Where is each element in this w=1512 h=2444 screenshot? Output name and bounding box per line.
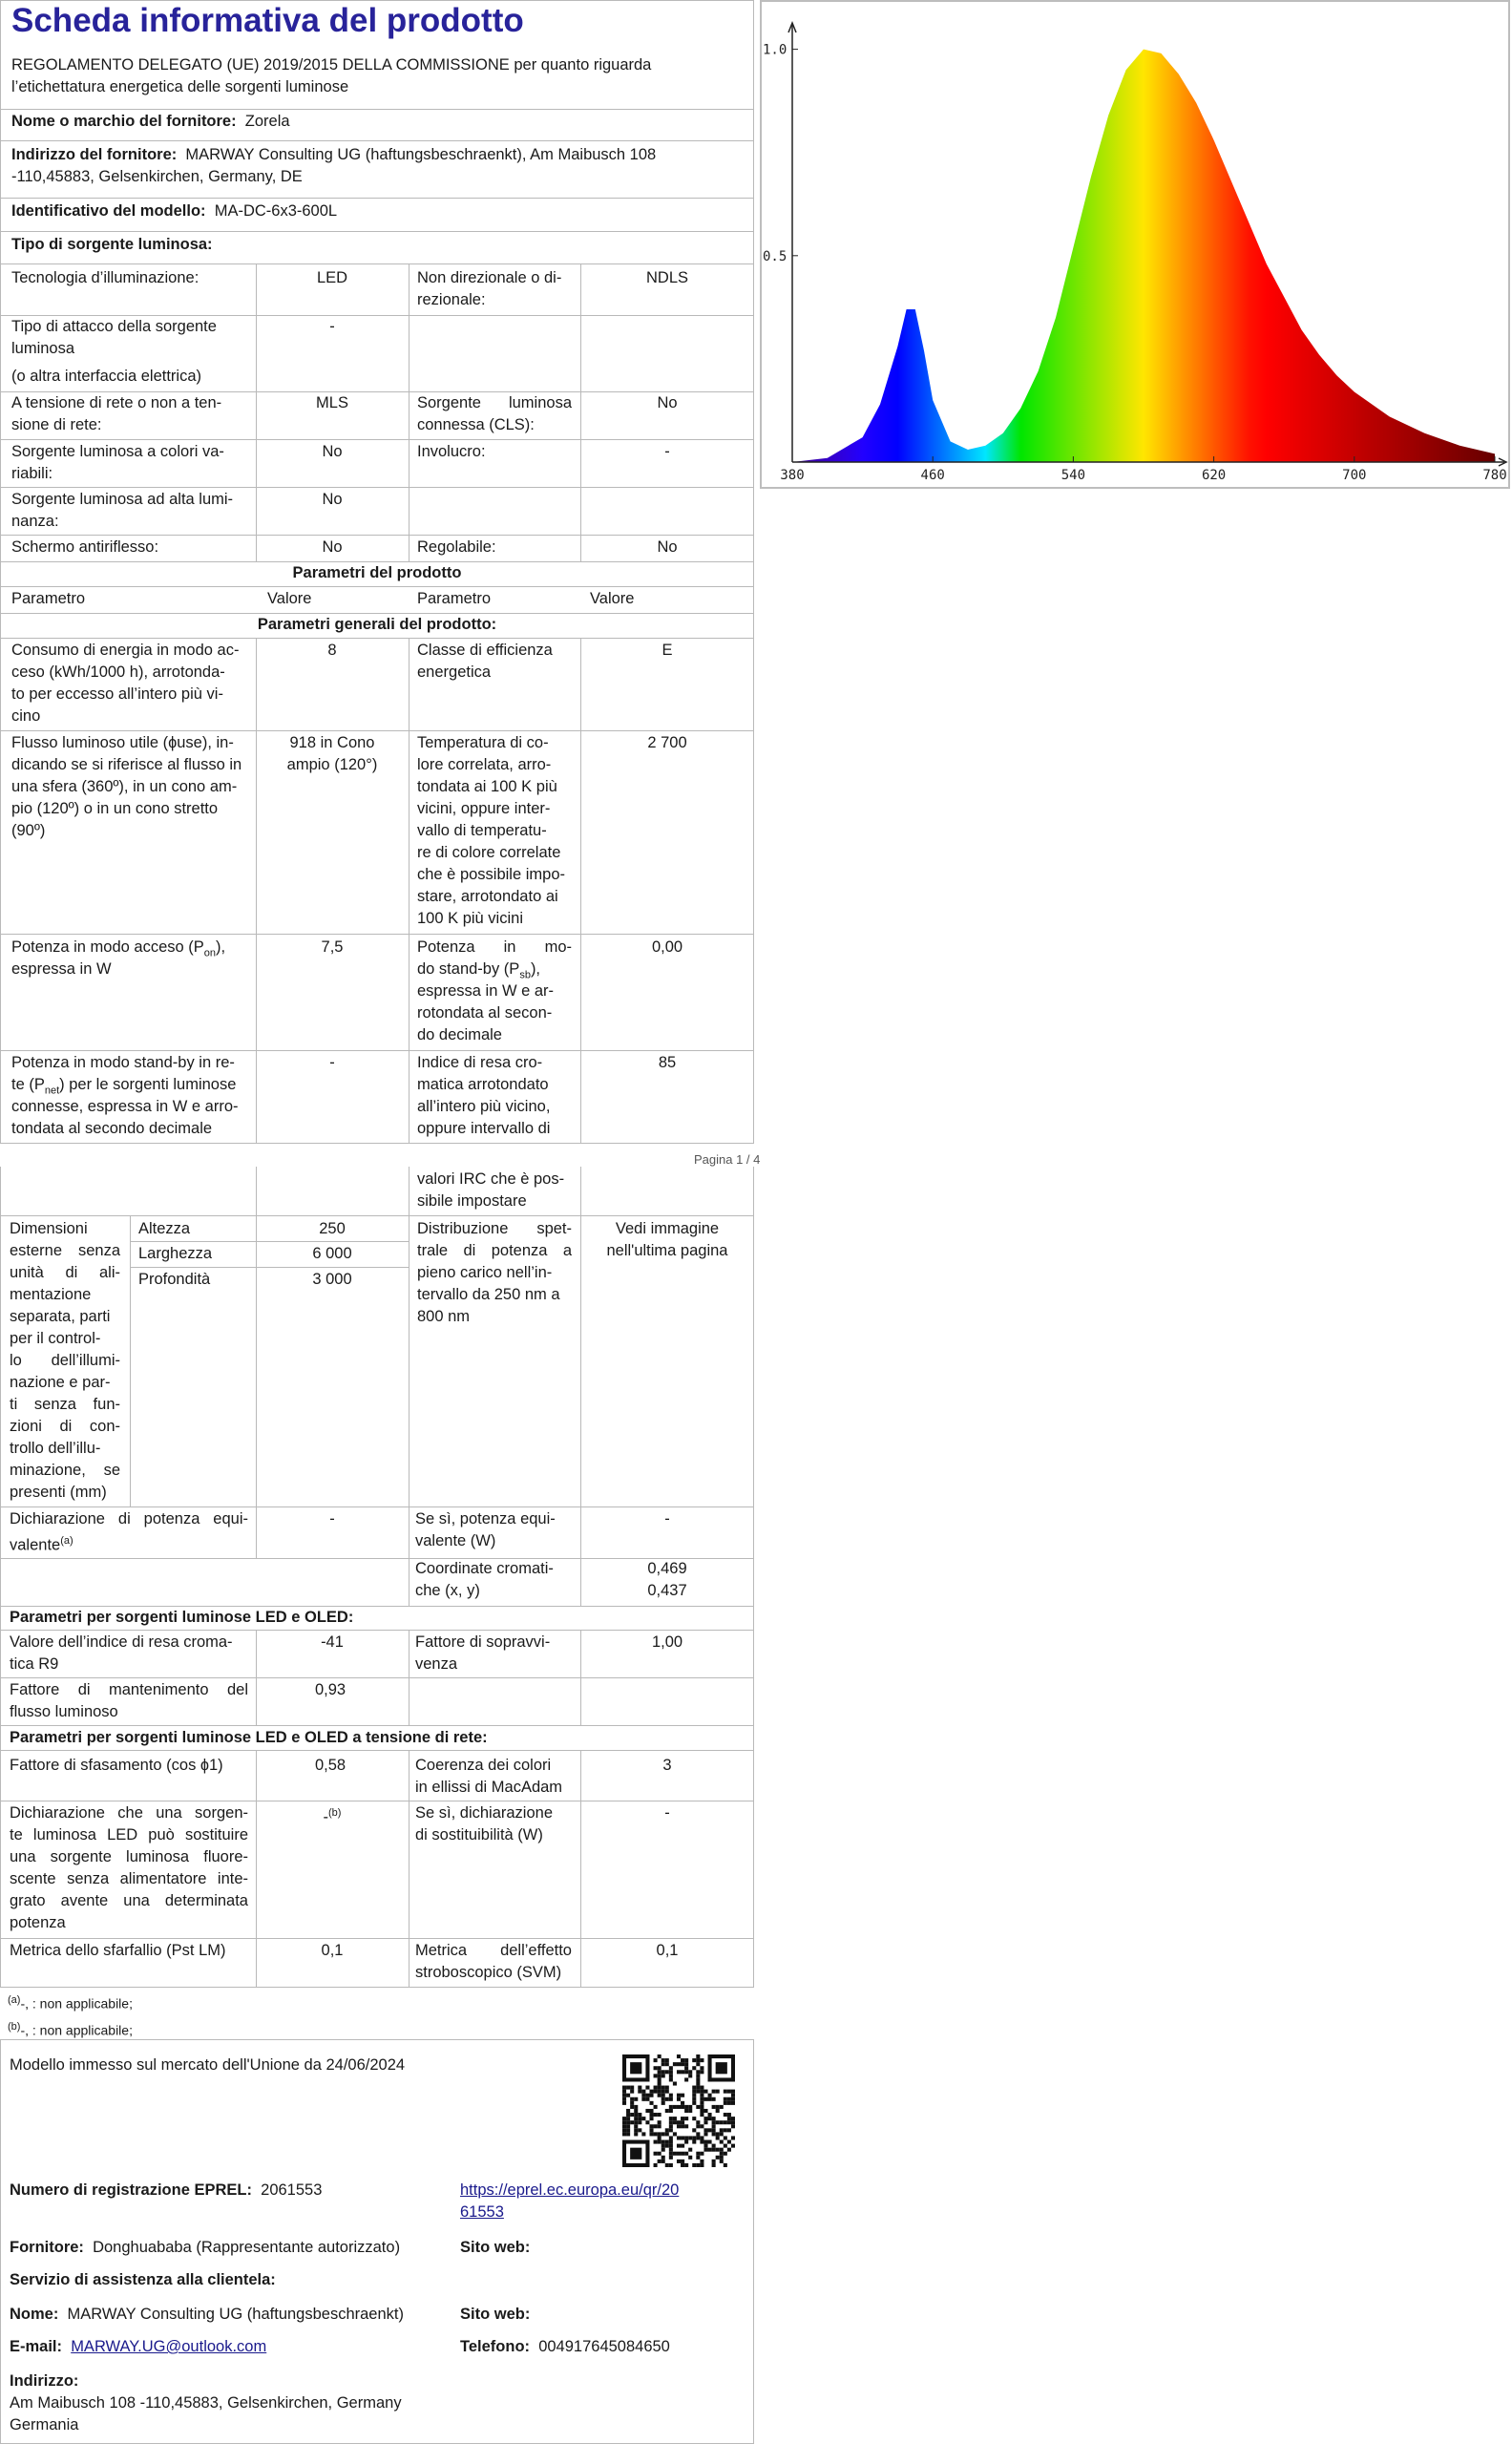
- mains-label-1: A tensione di rete o non a ten-: [11, 394, 222, 411]
- directional-value: NDLS: [645, 269, 688, 286]
- flicker-value: 0,1: [321, 1942, 344, 1959]
- supplier-address-value-1: MARWAY Consulting UG (haftungsbeschraenkt), Am Maibusch 108: [185, 146, 657, 163]
- website-label: Sito web:: [460, 2239, 531, 2256]
- maintenance-value: 0,93: [315, 1681, 346, 1698]
- dimmable-label: Regolabile:: [417, 538, 496, 556]
- website-label-2: Sito web:: [460, 2306, 531, 2323]
- model-row: [11, 200, 337, 222]
- macadam-value: 3: [662, 1757, 672, 1774]
- supplier-rep-label: Fornitore:: [10, 2239, 84, 2256]
- cap-label-3: (o altra interfaccia elettrica): [11, 368, 201, 385]
- phone-row: [460, 2336, 670, 2358]
- directional-label-2: rezionale:: [417, 291, 486, 308]
- cct-value: 2 700: [647, 734, 687, 751]
- survival-value: 1,00: [651, 1633, 683, 1651]
- col-header-value-2: Valore: [590, 590, 635, 607]
- colour-tunable-label-1: Sorgente luminosa a colori va-: [11, 443, 224, 460]
- spectrum-chart-svg: [760, 0, 1510, 489]
- model-label: Identificativo del modello:: [11, 202, 206, 220]
- mains-label-2: sione di rete:: [11, 416, 102, 433]
- supplier-name-value: Zorela: [244, 113, 290, 130]
- dimmable-value: No: [657, 538, 678, 556]
- source-type-label: Tipo di sorgente luminosa:: [11, 236, 213, 253]
- equivalent-watt-value: -: [664, 1510, 670, 1528]
- r9-value: -41: [321, 1633, 344, 1651]
- phone-label: Telefono:: [460, 2338, 531, 2355]
- y-tick-label-1: 1.0: [763, 42, 788, 58]
- mains-led-section-title: Parametri per sorgenti luminose LED e OLED a tensione di rete:: [10, 1729, 488, 1746]
- standby-power-value: 0,00: [651, 938, 683, 956]
- cls-label-1: Sorgente luminosa: [417, 394, 572, 411]
- product-sheet: Scheda informativa del prodotto REGOLAMENTO DELEGATO (UE) 2019/2015 DELLA COMMISSIONE per quanto riguarda l’etichettatura energetica delle sorgenti luminose Nome o marchio del fornitore: Zorela Indirizzo del fornitore: MARWAY Consulting UG (haftungsbeschraenkt), Am Maibusch 108 -110,45883, Gelsenkirchen, Germany, DE Identificativo del modello: MA-DC-6x3-600L Tipo di sorgente luminosa: Tecnologia d’illuminazione: LED Non direzionale o di- rezionale: NDLS Tipo di attacco della sorgente luminosa (o altra interfaccia elettrica) - A tensione di rete o non a ten- sione di rete: MLS Sorgente luminosa connessa (CLS): No Sorgente luminosa a colori va- riabili: No Involucro: - Sorgente luminosa ad alta lumi- nanza: No Schermo antiriflesso: No Regolabile: No Parametri del prodotto Parametro Valore Parametro Valore Parametri generali del prodotto: Consumo di energia in modo ac- ceso (kWh/1000 h), arrotonda- to per eccesso all’intero più vi- cino 8 Classe di efficienza energetica E Flusso luminoso utile (ɸuse), in- dicando se si riferisce al flusso in una sfera (360º), in un cono am- pio (120º) o in un cono stretto (90º) 918 in Cono ampio (120°) Temperatura di co- lore correlata, arro- tondata ai 100 K più vicini, oppure inter- vallo di temperatu- re di colore correlate che è possibile impo- stare, arrotondato ai 100 K più vicini 2 700 Potenza in modo acceso $(P_{on})$, espressa in W 7,5 Potenza in mo- do stand-by $(P_{sb})$, espressa in W e ar- rotondata al secon- do decimale 0,00 Potenza in modo stand-by in re- te $(P_{net})$ per le sorgenti luminose connesse, espressa in W e arro- tondata al secondo decimale - Indice di resa cro- matica arrotondato all’intero più vicino, oppure intervallo di 85 Pagina 1 / 4 valori IRC che è pos- sibile impostare Dimensioni esterne senza unità di ali- mentazione separata, parti per il control- lo dell’illumi- nazione e par- ti senza fun- zioni di con- trollo dell’illu- minazione, se presenti (mm) Altezza 250 Larghezza 6 000 Profondità 3 000 Distribuzione spet- trale di potenza a pieno carico nell’in- tervallo da 250 nm a 800 nm Vedi immagine nell'ultima pagina Dichiarazione di potenza equi- valente$^{(a)}$ - Se sì, potenza equi- valente (W) - Coordinate cromati- che (x, y) 0,469 0,437 Parametri per sorgenti luminose LED e OLED: Valore dell’indice di resa croma- tica R9 -41 Fattore di sopravvi- venza 1,00 Fattore di mantenimento del flusso luminoso 0,93 Parametri per sorgenti luminose LED e OLED a tensione di rete: Fattore di sfasamento (cos ɸ1) 0,58 Coerenza dei colori in ellissi di MacAdam 3 Dichiarazione che una sorgen- te luminosa LED può sostituire una sorgente luminosa fluore- scente senza alimentatore inte- grato avente una determinata potenza -$^{(b)}$ Se sì, dichiarazione di sostituibilità (W) - Metrica dello sfarfallio (Pst LM) 0,1 Metrica dell’effetto stroboscopico (SVM) 0,1 $^{(a)}$-, : non applicabile; $^{(b)}$-, : non applicabile; Modello immesso sul mercato dell'Unione da 24/06/2024 Numero di registrazione EPREL: 2061553 https://eprel.ec.europa.eu/qr/20 61553 Fornitore: Donghuababa (Rappresentante autorizzato) Sito web: Servizio di assistenza alla clientela: Nome: MARWAY Consulting UG (haftungsbeschraenkt) Sito web: E-mail: MARWAY.UG@outlook.com Telefono: 004917645084650 Indirizzo: Am Maibusch 108 -110,45883, Gelsenkirchen, Germany Germania 380 460 540 620 700 780 0.5 1.0: [0, 0, 1512, 2444]
- width-label: Larghezza: [138, 1245, 213, 1262]
- flicker-label: Metrica dello sfarfallio (Pst LM): [10, 1942, 226, 1959]
- directional-label-1: Non direzionale o di-: [417, 269, 562, 286]
- power-on-label-2: espressa in W: [11, 960, 112, 978]
- colour-tunable-value: No: [322, 443, 343, 460]
- email-link[interactable]: MARWAY.UG@outlook.com: [71, 2338, 267, 2355]
- height-label: Altezza: [138, 1220, 191, 1237]
- cap-label-2: luminosa: [11, 340, 75, 357]
- eprel-value: 2061553: [261, 2181, 323, 2199]
- height-value: 250: [319, 1220, 346, 1237]
- footnote-b: $^{(b)}$-, : non applicabile;: [8, 2021, 133, 2038]
- service-name-value: MARWAY Consulting UG (haftungsbeschraenkt): [67, 2306, 404, 2323]
- regulation-line-1: REGOLAMENTO DELEGATO (UE) 2019/2015 DELLA COMMISSIONE per quanto riguarda: [11, 56, 652, 74]
- cls-label-2: connessa (CLS):: [417, 416, 535, 433]
- col-header-param-2: Parametro: [417, 590, 492, 607]
- eprel-label: Numero di registrazione EPREL:: [10, 2181, 252, 2199]
- energy-class-value: E: [662, 642, 673, 659]
- eprel-link[interactable]: https://eprel.ec.europa.eu/qr/20: [460, 2181, 680, 2199]
- high-luminance-value: No: [322, 491, 343, 508]
- led-section-title: Parametri per sorgenti luminose LED e OLED:: [10, 1609, 354, 1626]
- stroboscopic-value: 0,1: [656, 1942, 679, 1959]
- envelope-value: -: [664, 443, 670, 460]
- high-luminance-label-1: Sorgente luminosa ad alta lumi-: [11, 491, 234, 508]
- supplier-name-label: Nome o marchio del fornitore:: [11, 113, 237, 130]
- power-on-value: 7,5: [321, 938, 344, 956]
- technology-value: LED: [316, 269, 348, 286]
- supplier-address-value-2: -110,45883, Gelsenkirchen, Germany, DE: [11, 168, 303, 185]
- col-header-param: Parametro: [11, 590, 86, 607]
- colour-tunable-label-2: riabili:: [11, 465, 53, 482]
- general-params-title: Parametri generali del prodotto:: [257, 616, 497, 633]
- page-number: Pagina 1 / 4: [694, 1152, 761, 1167]
- customer-service-label: Servizio di assistenza alla clientela:: [10, 2271, 276, 2288]
- x-tick-label-620: 620: [1201, 468, 1227, 483]
- mains-value: MLS: [316, 394, 348, 411]
- supplier-address-label: Indirizzo del fornitore:: [11, 146, 178, 163]
- address-value-2: Germania: [10, 2416, 79, 2433]
- networked-standby-value: -: [329, 1054, 335, 1071]
- displacement-factor-label: Fattore di sfasamento (cos ɸ1): [10, 1757, 223, 1774]
- supplier-address-row: [11, 144, 656, 166]
- eprel-row: [10, 2180, 322, 2202]
- eprel-link-1[interactable]: [460, 2180, 679, 2202]
- service-name-row: [10, 2304, 404, 2326]
- depth-label: Profondità: [138, 1271, 211, 1288]
- power-on-label-1: Potenza in modo acceso $(P_{on})$,: [11, 938, 226, 959]
- cls-value: No: [657, 394, 678, 411]
- params-section-title: Parametri del prodotto: [292, 564, 462, 581]
- supplier-rep-value: Donghuababa (Rappresentante autorizzato): [93, 2239, 401, 2256]
- email-row: [10, 2336, 266, 2358]
- technology-label: Tecnologia d’illuminazione:: [11, 269, 200, 286]
- col-header-value: Valore: [267, 590, 312, 607]
- qr-code-icon[interactable]: [622, 2054, 735, 2167]
- model-value: MA-DC-6x3-600L: [214, 202, 338, 220]
- spectrum-chart: [760, 0, 1510, 489]
- envelope-label: Involucro:: [417, 443, 486, 460]
- x-tick-label-540: 540: [1060, 468, 1086, 483]
- cap-value: -: [329, 318, 335, 335]
- market-date: Modello immesso sul mercato dell'Unione da 24/06/2024: [10, 2056, 406, 2074]
- phone-value: 004917645084650: [538, 2338, 670, 2355]
- equivalent-power-value: -: [329, 1510, 335, 1528]
- depth-value: 3 000: [312, 1271, 352, 1288]
- displacement-factor-value: 0,58: [315, 1757, 346, 1774]
- energy-consumption-value: 8: [327, 642, 337, 659]
- x-tick-label-460: 460: [920, 468, 945, 483]
- eprel-link-2[interactable]: [460, 2202, 504, 2223]
- footnote-a: $^{(a)}$-, : non applicabile;: [8, 1994, 133, 2012]
- supplier-rep-row: [10, 2237, 400, 2259]
- supplier-name-row: [11, 111, 290, 133]
- eprel-link-cont[interactable]: 61553: [460, 2203, 504, 2221]
- equivalent-power-label-1: Dichiarazione di potenza equi-: [10, 1510, 248, 1528]
- anti-glare-value: No: [322, 538, 343, 556]
- anti-glare-label: Schermo antiriflesso:: [11, 538, 159, 556]
- x-tick-label-780: 780: [1482, 468, 1507, 483]
- address-label: Indirizzo:: [10, 2372, 79, 2390]
- high-luminance-label-2: nanza:: [11, 513, 59, 530]
- x-tick-label-700: 700: [1342, 468, 1367, 483]
- equivalent-power-label-2: valente$^{(a)}$: [10, 1535, 74, 1554]
- cap-label-1: Tipo di attacco della sorgente: [11, 318, 217, 335]
- page-title: Scheda informativa del prodotto: [11, 2, 524, 39]
- email-label: E-mail:: [10, 2338, 63, 2355]
- width-value: 6 000: [312, 1245, 352, 1262]
- x-tick-label-380: 380: [780, 468, 805, 483]
- regulation-line-2: l’etichettatura energetica delle sorgenti luminose: [11, 78, 349, 95]
- address-value-1: Am Maibusch 108 -110,45883, Gelsenkirchen, Germany: [10, 2394, 402, 2412]
- cri-value: 85: [658, 1054, 677, 1071]
- service-name-label: Nome:: [10, 2306, 59, 2323]
- replacement-claim-value: -$^{(b)}$: [323, 1807, 342, 1826]
- y-tick-label-0: 0.5: [763, 248, 788, 264]
- replacement-watt-value: -: [664, 1804, 670, 1822]
